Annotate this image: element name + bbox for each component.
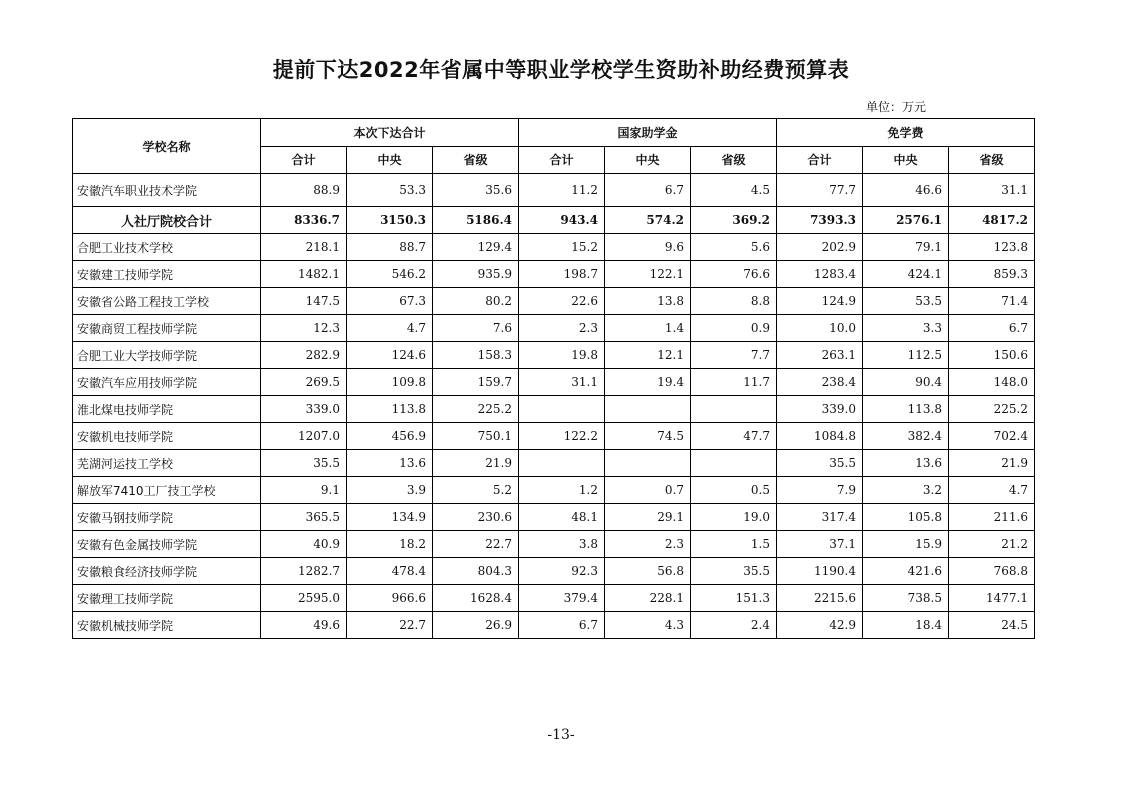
unit-label: 单位：万元 <box>866 100 927 114</box>
table-row <box>73 558 1035 585</box>
table-row <box>73 531 1035 558</box>
value-cell <box>519 396 605 423</box>
value-cell: 1482.1 <box>261 261 347 288</box>
value-cell: 150.6 <box>949 342 1035 369</box>
value-cell: 123.8 <box>949 234 1035 261</box>
table-row <box>73 612 1035 639</box>
school-name-cell: 安徽汽车应用技师学院 <box>73 369 261 396</box>
value-cell: 29.1 <box>605 504 691 531</box>
value-cell: 0.9 <box>691 315 777 342</box>
school-name-cell: 解放军7410工厂技工学校 <box>73 477 261 504</box>
school-name-cell: 安徽建工技师学院 <box>73 261 261 288</box>
col-group-total: 本次下达合计 <box>261 119 519 147</box>
col-header-free-central: 中央 <box>863 146 949 174</box>
table-row <box>73 396 1035 423</box>
value-cell: 109.8 <box>347 369 433 396</box>
value-cell: 77.7 <box>777 174 863 207</box>
value-cell: 11.7 <box>691 369 777 396</box>
value-cell: 3.9 <box>347 477 433 504</box>
value-cell: 1084.8 <box>777 423 863 450</box>
school-name-cell: 人社厅院校合计 <box>73 207 261 234</box>
value-cell: 53.3 <box>347 174 433 207</box>
value-cell: 943.4 <box>519 207 605 234</box>
value-cell: 134.9 <box>347 504 433 531</box>
school-name-cell: 淮北煤电技师学院 <box>73 396 261 423</box>
table-row <box>73 450 1035 477</box>
value-cell: 546.2 <box>347 261 433 288</box>
value-cell: 6.7 <box>605 174 691 207</box>
value-cell: 19.0 <box>691 504 777 531</box>
table-row <box>73 585 1035 612</box>
value-cell: 768.8 <box>949 558 1035 585</box>
value-cell: 48.1 <box>519 504 605 531</box>
value-cell: 966.6 <box>347 585 433 612</box>
value-cell: 90.4 <box>863 369 949 396</box>
value-cell: 0.7 <box>605 477 691 504</box>
value-cell: 15.2 <box>519 234 605 261</box>
value-cell: 339.0 <box>261 396 347 423</box>
value-cell: 113.8 <box>347 396 433 423</box>
value-cell: 19.4 <box>605 369 691 396</box>
value-cell: 3.2 <box>863 477 949 504</box>
value-cell: 35.5 <box>777 450 863 477</box>
value-cell: 424.1 <box>863 261 949 288</box>
value-cell: 80.2 <box>433 288 519 315</box>
value-cell: 74.5 <box>605 423 691 450</box>
budget-table <box>72 118 1035 639</box>
value-cell: 92.3 <box>519 558 605 585</box>
table-row <box>73 342 1035 369</box>
value-cell: 35.6 <box>433 174 519 207</box>
school-name-cell: 安徽有色金属技师学院 <box>73 531 261 558</box>
value-cell: 151.3 <box>691 585 777 612</box>
value-cell: 21.9 <box>433 450 519 477</box>
value-cell: 6.7 <box>519 612 605 639</box>
value-cell: 269.5 <box>261 369 347 396</box>
table-row <box>73 504 1035 531</box>
value-cell: 6.7 <box>949 315 1035 342</box>
value-cell: 5.6 <box>691 234 777 261</box>
value-cell: 26.9 <box>433 612 519 639</box>
value-cell: 35.5 <box>261 450 347 477</box>
value-cell: 21.2 <box>949 531 1035 558</box>
value-cell: 56.8 <box>605 558 691 585</box>
value-cell: 2215.6 <box>777 585 863 612</box>
value-cell: 3.8 <box>519 531 605 558</box>
value-cell: 122.2 <box>519 423 605 450</box>
table-row <box>73 234 1035 261</box>
value-cell: 4.7 <box>347 315 433 342</box>
col-header-total-central: 中央 <box>347 146 433 174</box>
table-row <box>73 369 1035 396</box>
value-cell: 804.3 <box>433 558 519 585</box>
value-cell: 0.5 <box>691 477 777 504</box>
value-cell: 15.9 <box>863 531 949 558</box>
value-cell: 3150.3 <box>347 207 433 234</box>
value-cell: 421.6 <box>863 558 949 585</box>
value-cell: 238.4 <box>777 369 863 396</box>
value-cell: 3.3 <box>863 315 949 342</box>
value-cell: 112.5 <box>863 342 949 369</box>
value-cell: 369.2 <box>691 207 777 234</box>
value-cell: 40.9 <box>261 531 347 558</box>
value-cell: 53.5 <box>863 288 949 315</box>
school-name-cell: 合肥工业大学技师学院 <box>73 342 261 369</box>
value-cell: 5.2 <box>433 477 519 504</box>
value-cell <box>605 396 691 423</box>
value-cell: 1283.4 <box>777 261 863 288</box>
value-cell: 738.5 <box>863 585 949 612</box>
col-header-total-sum: 合计 <box>261 146 347 174</box>
col-header-total-provincial: 省级 <box>433 146 519 174</box>
value-cell: 18.2 <box>347 531 433 558</box>
value-cell: 317.4 <box>777 504 863 531</box>
value-cell: 19.8 <box>519 342 605 369</box>
value-cell: 4817.2 <box>949 207 1035 234</box>
value-cell: 1282.7 <box>261 558 347 585</box>
table-row <box>73 477 1035 504</box>
value-cell: 1190.4 <box>777 558 863 585</box>
value-cell: 13.6 <box>863 450 949 477</box>
value-cell: 859.3 <box>949 261 1035 288</box>
page-number: -13- <box>547 727 575 743</box>
value-cell: 750.1 <box>433 423 519 450</box>
school-name-cell: 安徽商贸工程技师学院 <box>73 315 261 342</box>
value-cell: 21.9 <box>949 450 1035 477</box>
value-cell: 2.3 <box>605 531 691 558</box>
value-cell: 49.6 <box>261 612 347 639</box>
value-cell: 22.7 <box>347 612 433 639</box>
value-cell: 935.9 <box>433 261 519 288</box>
value-cell: 37.1 <box>777 531 863 558</box>
value-cell: 124.9 <box>777 288 863 315</box>
value-cell: 76.6 <box>691 261 777 288</box>
value-cell: 158.3 <box>433 342 519 369</box>
col-header-school-name: 学校名称 <box>73 119 261 174</box>
value-cell: 202.9 <box>777 234 863 261</box>
table-row-total <box>73 207 1035 234</box>
value-cell: 113.8 <box>863 396 949 423</box>
value-cell: 1628.4 <box>433 585 519 612</box>
value-cell: 42.9 <box>777 612 863 639</box>
page-title: 提前下达2022年省属中等职业学校学生资助补助经费预算表 <box>272 58 850 82</box>
table-row <box>73 423 1035 450</box>
value-cell <box>691 396 777 423</box>
value-cell: 13.8 <box>605 288 691 315</box>
value-cell: 228.1 <box>605 585 691 612</box>
value-cell: 4.7 <box>949 477 1035 504</box>
value-cell: 1207.0 <box>261 423 347 450</box>
school-name-cell: 合肥工业技术学校 <box>73 234 261 261</box>
school-name-cell: 安徽汽车职业技术学院 <box>73 174 261 207</box>
value-cell: 382.4 <box>863 423 949 450</box>
value-cell: 12.3 <box>261 315 347 342</box>
table-row <box>73 315 1035 342</box>
value-cell: 1477.1 <box>949 585 1035 612</box>
value-cell: 1.5 <box>691 531 777 558</box>
value-cell: 218.1 <box>261 234 347 261</box>
value-cell: 7.9 <box>777 477 863 504</box>
col-header-grant-sum: 合计 <box>519 146 605 174</box>
table-row <box>73 174 1035 207</box>
table-body <box>73 174 1035 639</box>
col-header-free-sum: 合计 <box>777 146 863 174</box>
value-cell: 1.4 <box>605 315 691 342</box>
school-name-cell: 安徽马钢技师学院 <box>73 504 261 531</box>
value-cell: 31.1 <box>949 174 1035 207</box>
value-cell: 9.6 <box>605 234 691 261</box>
value-cell: 71.4 <box>949 288 1035 315</box>
col-group-tuition-free: 免学费 <box>777 119 1035 147</box>
value-cell: 129.4 <box>433 234 519 261</box>
col-group-grant: 国家助学金 <box>519 119 777 147</box>
value-cell: 46.6 <box>863 174 949 207</box>
value-cell: 8.8 <box>691 288 777 315</box>
value-cell: 456.9 <box>347 423 433 450</box>
value-cell: 198.7 <box>519 261 605 288</box>
value-cell: 88.7 <box>347 234 433 261</box>
value-cell: 7.6 <box>433 315 519 342</box>
value-cell: 4.5 <box>691 174 777 207</box>
value-cell: 5186.4 <box>433 207 519 234</box>
value-cell: 105.8 <box>863 504 949 531</box>
value-cell: 8336.7 <box>261 207 347 234</box>
value-cell: 12.1 <box>605 342 691 369</box>
value-cell: 22.7 <box>433 531 519 558</box>
value-cell: 31.1 <box>519 369 605 396</box>
col-header-grant-central: 中央 <box>605 146 691 174</box>
value-cell: 2.3 <box>519 315 605 342</box>
value-cell: 122.1 <box>605 261 691 288</box>
value-cell: 225.2 <box>433 396 519 423</box>
header-row-groups <box>73 119 1035 147</box>
value-cell: 67.3 <box>347 288 433 315</box>
value-cell: 574.2 <box>605 207 691 234</box>
value-cell: 2595.0 <box>261 585 347 612</box>
value-cell: 13.6 <box>347 450 433 477</box>
value-cell: 88.9 <box>261 174 347 207</box>
value-cell: 148.0 <box>949 369 1035 396</box>
value-cell: 24.5 <box>949 612 1035 639</box>
table-row <box>73 261 1035 288</box>
value-cell: 159.7 <box>433 369 519 396</box>
value-cell: 1.2 <box>519 477 605 504</box>
value-cell <box>605 450 691 477</box>
school-name-cell: 安徽粮食经济技师学院 <box>73 558 261 585</box>
school-name-cell: 安徽理工技师学院 <box>73 585 261 612</box>
value-cell: 282.9 <box>261 342 347 369</box>
value-cell: 11.2 <box>519 174 605 207</box>
value-cell: 18.4 <box>863 612 949 639</box>
value-cell: 230.6 <box>433 504 519 531</box>
value-cell: 379.4 <box>519 585 605 612</box>
value-cell <box>691 450 777 477</box>
value-cell: 478.4 <box>347 558 433 585</box>
value-cell <box>519 450 605 477</box>
value-cell: 702.4 <box>949 423 1035 450</box>
school-name-cell: 安徽机械技师学院 <box>73 612 261 639</box>
value-cell: 35.5 <box>691 558 777 585</box>
value-cell: 211.6 <box>949 504 1035 531</box>
school-name-cell: 芜湖河运技工学校 <box>73 450 261 477</box>
value-cell: 7.7 <box>691 342 777 369</box>
school-name-cell: 安徽省公路工程技工学校 <box>73 288 261 315</box>
value-cell: 365.5 <box>261 504 347 531</box>
value-cell: 124.6 <box>347 342 433 369</box>
value-cell: 7393.3 <box>777 207 863 234</box>
value-cell: 47.7 <box>691 423 777 450</box>
school-name-cell: 安徽机电技师学院 <box>73 423 261 450</box>
value-cell: 4.3 <box>605 612 691 639</box>
value-cell: 22.6 <box>519 288 605 315</box>
value-cell: 339.0 <box>777 396 863 423</box>
value-cell: 79.1 <box>863 234 949 261</box>
value-cell: 9.1 <box>261 477 347 504</box>
table-row <box>73 288 1035 315</box>
value-cell: 263.1 <box>777 342 863 369</box>
col-header-grant-provincial: 省级 <box>691 146 777 174</box>
value-cell: 2.4 <box>691 612 777 639</box>
value-cell: 10.0 <box>777 315 863 342</box>
value-cell: 225.2 <box>949 396 1035 423</box>
value-cell: 2576.1 <box>863 207 949 234</box>
value-cell: 147.5 <box>261 288 347 315</box>
col-header-free-provincial: 省级 <box>949 146 1035 174</box>
